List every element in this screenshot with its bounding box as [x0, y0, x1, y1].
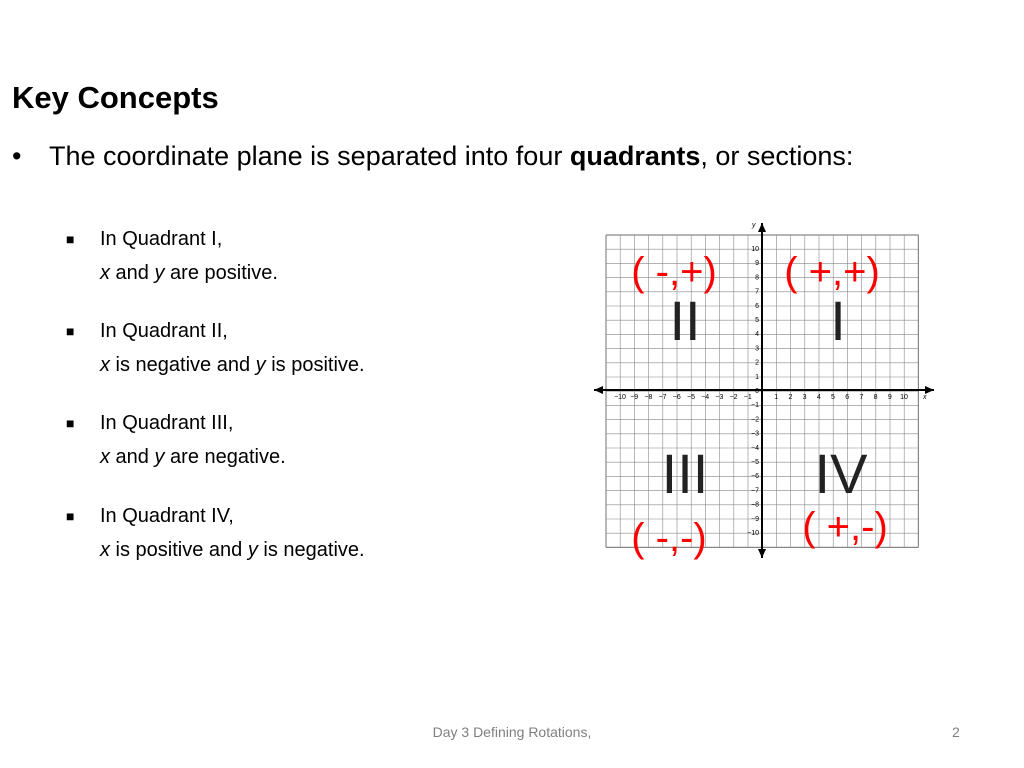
- x-tick-label: −4: [701, 394, 710, 401]
- y-tick-label: −7: [751, 487, 759, 495]
- x-axis-label: x: [923, 394, 927, 401]
- y-tick-label: 3: [755, 345, 759, 353]
- quadrants-term: quadrants: [569, 141, 701, 171]
- origin-label: 0: [755, 388, 759, 395]
- x-tick-label: 6: [845, 394, 850, 401]
- y-tick-label: −4: [751, 444, 759, 452]
- y-axis-up-arrow: [758, 223, 766, 232]
- sub-bullet-detail: x and y are negative.: [100, 446, 286, 468]
- slide-title: Key Concepts: [12, 80, 219, 115]
- quadrant-i-numeral: I: [830, 289, 846, 352]
- y-axis-label: y: [752, 222, 756, 229]
- y-tick-label: 9: [755, 260, 759, 268]
- y-tick-label: 1: [755, 373, 759, 381]
- y-tick-label: −8: [751, 501, 759, 509]
- y-tick-label: −1: [751, 402, 759, 410]
- quadrant-iv-sign-label: ( +,-): [802, 505, 888, 549]
- y-tick-label: 8: [755, 274, 759, 282]
- y-axis-down-arrow: [758, 549, 766, 558]
- x-tick-label: −10: [614, 394, 626, 401]
- x-tick-label: −9: [630, 394, 639, 401]
- x-tick-label: −1: [743, 394, 752, 401]
- x-tick-label: 10: [900, 394, 908, 401]
- sub-bullet-heading: In Quadrant II,: [100, 320, 228, 342]
- y-tick-label: −6: [751, 473, 759, 481]
- x-tick-label: −3: [715, 394, 724, 401]
- x-axis-right-arrow: [925, 386, 934, 394]
- y-tick-label: −2: [751, 416, 759, 424]
- quadrant-iii-sign-label: ( -,-): [631, 516, 707, 560]
- y-tick-label: −10: [747, 530, 759, 537]
- sub-bullet-heading: In Quadrant I,: [100, 228, 223, 250]
- x-tick-label: −6: [672, 394, 681, 401]
- x-tick-label: 1: [774, 394, 779, 401]
- main-bullet-text-after: , or sections:: [700, 141, 854, 171]
- sub-bullet-detail: x is positive and y is negative.: [100, 539, 365, 561]
- y-tick-label: 2: [755, 359, 759, 367]
- main-bullet-text-before: The coordinate plane is separated into four: [49, 141, 570, 171]
- footer-title: Day 3 Defining Rotations,: [432, 724, 592, 740]
- square-bullet-icon: ■: [66, 231, 75, 247]
- x-tick-label: 3: [802, 394, 807, 401]
- sub-bullet-heading: In Quadrant III,: [100, 412, 234, 434]
- bullet-dot: •: [12, 141, 22, 171]
- y-tick-label: 10: [751, 246, 759, 253]
- x-tick-label: −8: [644, 394, 653, 401]
- quadrant-ii-sign-label: ( -,+): [631, 250, 717, 294]
- y-tick-label: 6: [755, 302, 759, 310]
- x-tick-label: 4: [816, 394, 821, 401]
- y-tick-label: −3: [751, 430, 759, 438]
- x-tick-label: −2: [729, 394, 738, 401]
- x-axis-left-arrow: [594, 386, 603, 394]
- x-tick-label: −5: [687, 394, 695, 401]
- x-tick-label: 5: [831, 394, 835, 401]
- x-tick-label: 9: [887, 394, 892, 401]
- quadrant-i-sign-label: ( +,+): [784, 250, 880, 294]
- x-tick-label: 7: [859, 394, 864, 401]
- quadrant-iii-numeral: III: [661, 442, 709, 505]
- square-bullet-icon: ■: [66, 508, 75, 524]
- square-bullet-icon: ■: [66, 323, 75, 339]
- y-tick-label: −5: [751, 459, 759, 466]
- sub-bullet-detail: x and y are positive.: [100, 262, 278, 284]
- y-tick-label: −9: [751, 515, 759, 523]
- y-tick-label: 7: [755, 288, 759, 296]
- y-tick-label: 5: [755, 317, 759, 324]
- main-bullet-text: [49, 137, 869, 175]
- x-tick-label: −7: [658, 394, 667, 401]
- coordinate-plane-diagram: [592, 215, 937, 560]
- quadrant-ii-numeral: II: [669, 289, 701, 352]
- x-tick-label: 2: [788, 394, 793, 401]
- x-tick-label: 8: [873, 394, 878, 401]
- sub-bullet-heading: In Quadrant IV,: [100, 505, 234, 527]
- square-bullet-icon: ■: [66, 415, 75, 431]
- y-tick-label: 4: [755, 331, 759, 339]
- sub-bullet-detail: x is negative and y is positive.: [100, 354, 365, 376]
- quadrant-iv-numeral: IV: [814, 442, 868, 505]
- page-number: 2: [952, 724, 960, 740]
